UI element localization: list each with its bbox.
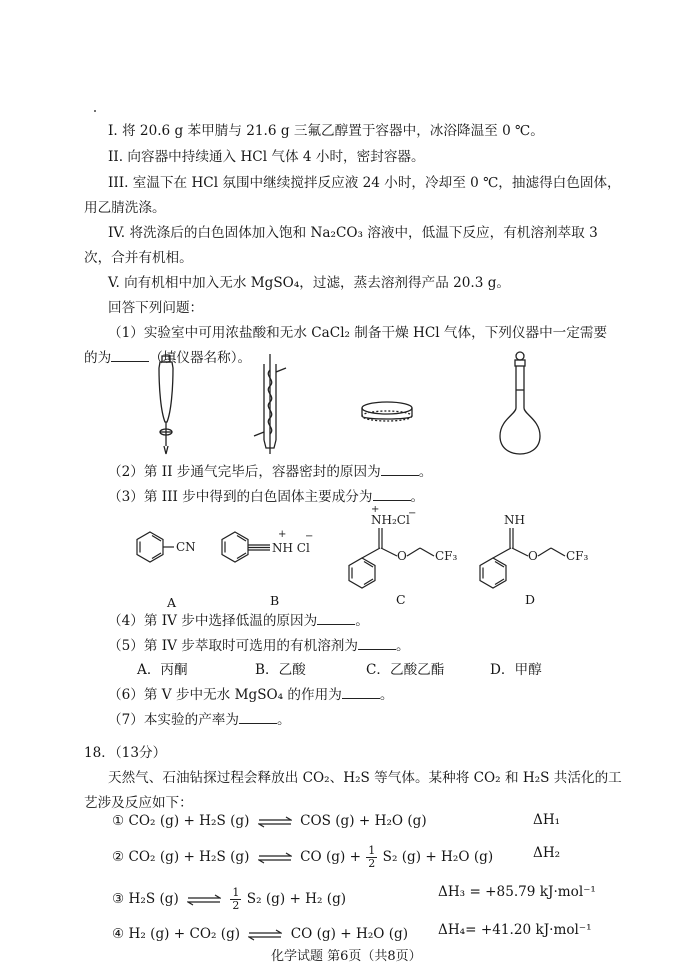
q4: （4）第 IV 步中选择低温的原因为 。 (108, 613, 369, 629)
dh-2: ΔH₂ (533, 845, 561, 861)
label-o-d: O (528, 549, 538, 563)
equilibrium-arrow-icon (248, 929, 282, 941)
structure-d (480, 528, 565, 588)
separatory-funnel-icon (159, 356, 173, 454)
q5-option-c: C．乙酸乙酯 (366, 662, 445, 678)
q1-line2: 的为 （填仪器名称）。 (84, 350, 252, 366)
structures-figure (120, 506, 600, 590)
dh-3: ΔH₃ = +85.79 kJ·mol⁻¹ (438, 884, 596, 900)
caption-c: C (396, 592, 406, 607)
caption-b: B (270, 593, 280, 608)
label-cn: CN (176, 540, 196, 554)
reaction-1: ① CO₂ (g) + H₂S (g) COS (g) + H₂O (g) (112, 813, 427, 829)
dh-1: ΔH₁ (533, 812, 561, 828)
step-3: III. 室温下在 HCl 氛围中继续搅拌反应液 24 小时，冷却至 0 ℃，抽滤得白色固体， (108, 175, 621, 191)
label-cf3-c: CF₃ (435, 549, 458, 563)
label-o-c: O (397, 549, 407, 563)
q5-option-a: A．丙酮 (137, 662, 188, 678)
svg-text:−: − (305, 531, 314, 542)
step-4-cont: 次，合并有机相。 (84, 250, 193, 266)
svg-text:+: + (371, 506, 380, 515)
q18-intro-1: 天然气、石油钻探过程会释放出 CO₂、H₂S 等气体。某种将 CO₂ 和 H₂S 共活化的工 (108, 770, 622, 786)
label-nh2cl: NH₂Cl (371, 513, 410, 527)
q3: （3）第 III 步中得到的白色固体主要成分为 。 (108, 489, 425, 505)
q1-line1: （1）实验室中可用浓盐酸和无水 CaCl₂ 制备干燥 HCl 气体，下列仪器中一定需要 (108, 325, 608, 341)
step-4: IV. 将洗涤后的白色固体加入饱和 Na₂CO₃ 溶液中，低温下反应，有机溶剂萃取 3 (108, 225, 598, 241)
q2: （2）第 II 步通气完毕后，容器密封的原因为 。 (108, 464, 433, 480)
step-2: II. 向容器中持续通入 HCl 气体 4 小时，密封容器。 (108, 149, 425, 165)
equilibrium-arrow-icon (187, 894, 221, 906)
q5: （5）第 IV 步萃取时可选用的有机溶剂为 。 (108, 638, 410, 654)
reaction-3: ③ H₂S (g) $\frac{1}{2}$ S₂ (g) + H₂ (g) (112, 886, 347, 912)
q5-option-b: B．乙酸 (255, 662, 306, 678)
svg-text:+: + (278, 529, 287, 540)
label-nh: NH (504, 513, 525, 527)
equilibrium-arrow-icon (258, 852, 292, 864)
structure-a (137, 532, 174, 562)
structure-b (222, 532, 270, 562)
q18-intro-2: 艺涉及反应如下： (84, 795, 193, 811)
apparatus-figure (140, 350, 560, 462)
fraction-half: $\frac{1}{2}$ (232, 886, 240, 912)
svg-text:−: − (408, 508, 417, 519)
step-3-cont: 用乙腈洗涤。 (84, 200, 166, 216)
q7: （7）本实验的产率为 。 (108, 712, 291, 728)
q6: （6）第 V 步中无水 MgSO₄ 的作用为 。 (108, 687, 394, 703)
caption-d: D (525, 592, 536, 607)
caption-a: A (167, 595, 177, 610)
label-nhcl: NH Cl (272, 541, 310, 555)
dh-4: ΔH₄= +41.20 kJ·mol⁻¹ (438, 922, 592, 938)
fraction-half: $\frac{1}{2}$ (368, 844, 376, 870)
reaction-4: ④ H₂ (g) + CO₂ (g) CO (g) + H₂O (g) (112, 926, 409, 942)
structure-c (349, 528, 434, 588)
q5-option-d: D．甲醇 (490, 662, 542, 678)
scan-dot (94, 110, 96, 112)
q18-header: 18．（13分） (84, 745, 167, 761)
condenser-icon (254, 354, 286, 454)
label-cf3-d: CF₃ (566, 549, 589, 563)
reaction-2: ② CO₂ (g) + H₂S (g) CO (g) + $\frac{1}{2}$ S₂ (g) + H₂O (g) (112, 844, 494, 870)
step-1: I. 将 20.6 g 苯甲腈与 21.6 g 三氟乙醇置于容器中，冰浴降温至 0 ℃。 (108, 123, 544, 139)
answer-prompt: 回答下列问题： (108, 300, 204, 316)
step-5: V. 向有机相中加入无水 MgSO₄，过滤，蒸去溶剂得产品 20.3 g。 (108, 275, 511, 291)
volumetric-flask-icon (500, 352, 540, 454)
page-footer: 化学试题 第6页（共8页） (271, 949, 422, 964)
petri-dish-icon (362, 402, 412, 421)
equilibrium-arrow-icon (258, 816, 292, 828)
